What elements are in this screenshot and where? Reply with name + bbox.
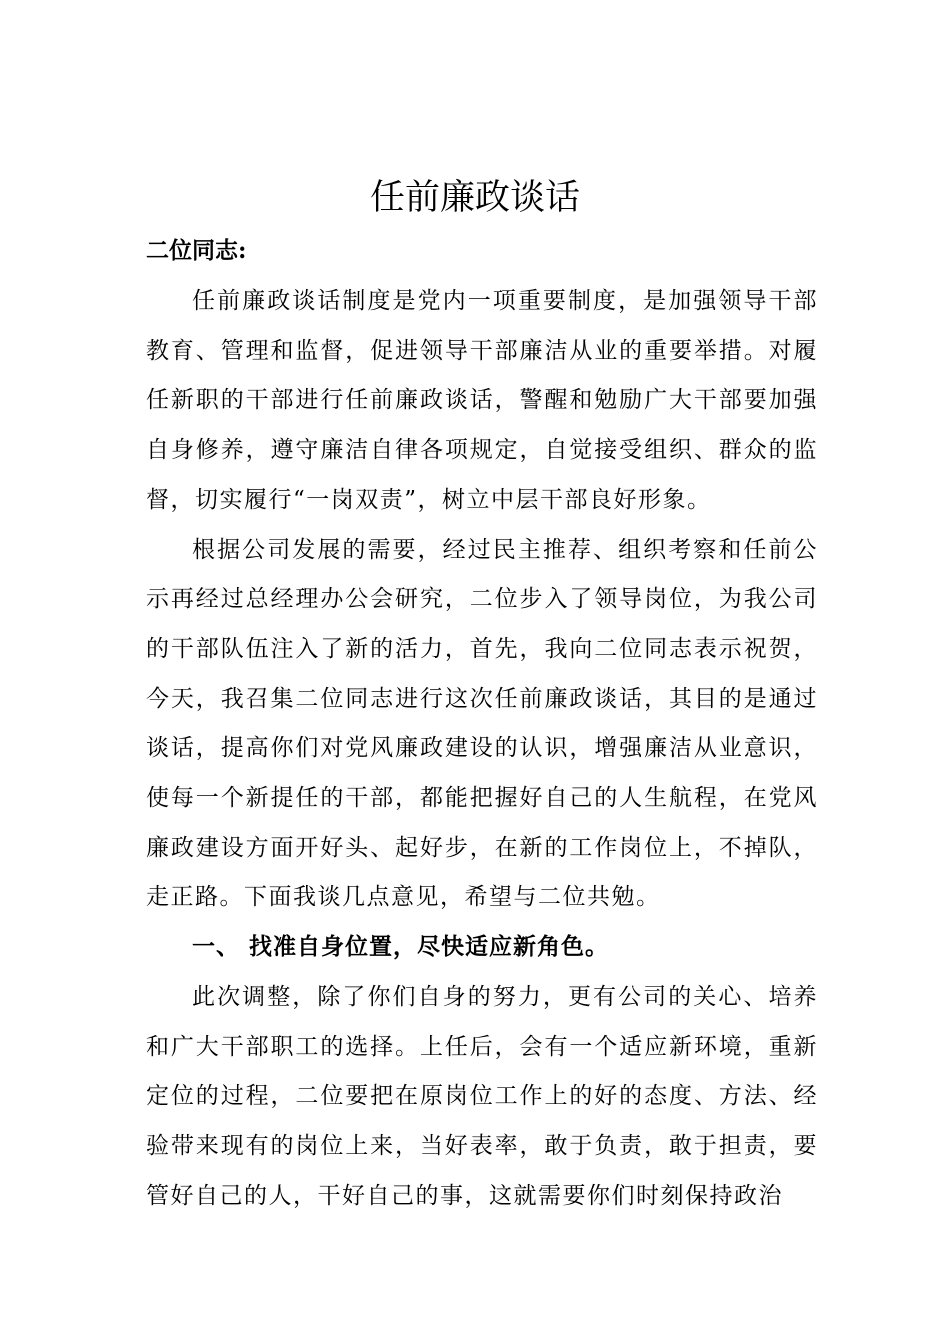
document-body bbox=[146, 277, 818, 1221]
paragraph-background: 根据公司发展的需要，经过民主推荐、组织考察和任前公示再经过总经理办公会研究，二位步入了领导岗位，为我公司的干部队伍注入了新的活力，首先，我向二位同志表示祝贺，今天，我召集二位同志进行这次任前廉政谈话，其目的是通过谈话，提高你们对党风廉政建设的认识，增强廉洁从业意识，使每一个新提任的干部，都能把握好自己的人生航程，在党风廉政建设方面开好头、起好步，在新的工作岗位上，不掉队，走正路。下面我谈几点意见，希望与二位共勉。 bbox=[146, 536, 818, 911]
paragraph-intro: 任前廉政谈话制度是党内一项重要制度，是加强领导干部教育、管理和监督，促进领导干部廉洁从业的重要举措。对履任新职的干部进行任前廉政谈话，警醒和勉励广大干部要加强自身修养，遵守廉洁自律各项规定，自觉接受组织、群众的监督，切实履行“一岗双责”，树立中层干部良好形象。 bbox=[146, 288, 818, 513]
document-title: 任前廉政谈话 bbox=[369, 178, 580, 218]
paragraph-section-one: 此次调整，除了你们自身的努力，更有公司的关心、培养和广大干部职工的选择。上任后，会有一个适应新环境，重新定位的过程，二位要把在原岗位工作上的好的态度、方法、经验带来现有的岗位上来，当好表率，敢于负责，敢于担责，要管好自己的人，干好自己的事，这就需要你们时刻保持政治 bbox=[146, 983, 818, 1209]
section-heading: 一、 找准自身位置，尽快适应新角色。 bbox=[192, 934, 610, 961]
salutation: 二位同志: bbox=[146, 237, 247, 264]
